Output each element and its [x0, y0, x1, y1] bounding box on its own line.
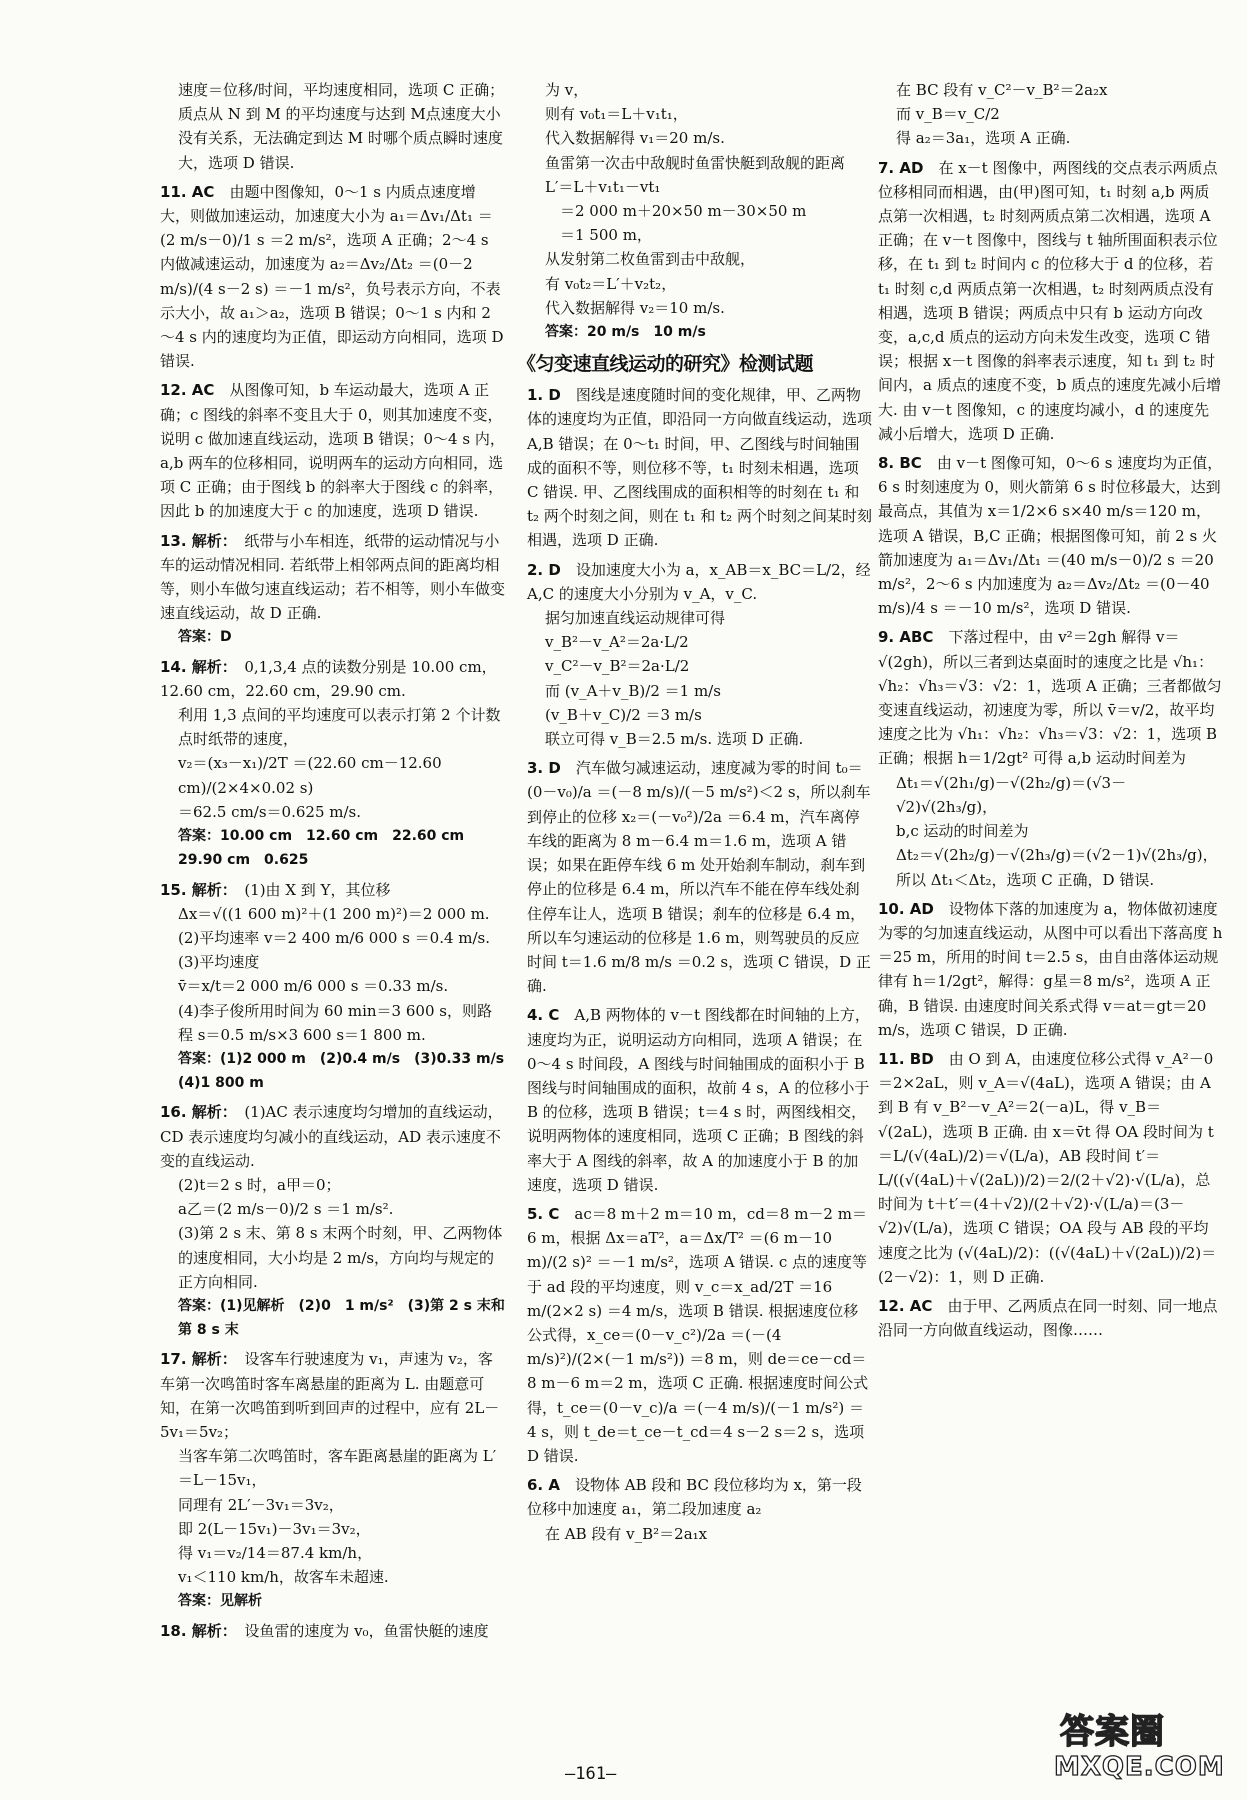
- question-item: [160, 1347, 505, 1444]
- question-item: [160, 529, 505, 626]
- question-text: (1)由 X 到 Y，其位移: [244, 880, 391, 899]
- column-left: [160, 78, 519, 1643]
- question-text: 图线是速度随时间的变化规律，甲、乙两物体的速度均为正值，即沿同一方向做直线运动，选项 A,B 错误；在 0～t₁ 时间，甲、乙图线与时间轴围成的面积不等，则位移不等，t₁ 时刻未相遇，选项 C 错误. 甲、乙图线围成的面积相等的时刻在 t₁ 和 t₂ 两个时刻之间，则在 t₁ 和 t₂ 两个时刻之间某时刻相遇，选项 D 正确.: [527, 386, 877, 550]
- text-line: Δt₂＝√(2h₂/g)－√(2h₃/g)＝(√2－1)√(2h₃/g)，: [896, 846, 1218, 865]
- question-number: 6. A: [527, 1476, 560, 1495]
- text-line: b,c 运动的时间差为: [896, 822, 1029, 841]
- question-text: 在 x－t 图像中，两图线的交点表示两质点位移相同而相遇，由(甲)图可知，t₁ 时刻 a,b 两质点第一次相遇，t₂ 时刻两质点第二次相遇，选项 A 正确；在 v－t 图像中，图线与 t 轴所围面积表示位移，在 t₁ 到 t₂ 时间内 c 的位移大于 d 的位移，若 t₁ 时刻 c,d 两质点第一次相遇，t₂ 时刻两质点没有相遇，选项 B 错误；两质点中只有 b 运动方向改变，a,c,d 质点的运动方向未发生改变，选项 C 错误；根据 x－t 图像的斜率表示速度，知 t₁ 到 t₂ 时间内，a 质点的速度不变，b 质点的速度先减小后增大. 由 v－t 图像知，c 的速度均减小，d 的速度先减小后增大，选项 D 正确.: [878, 158, 1222, 443]
- question-text: (1)AC 表示速度均匀增加的直线运动，CD 表示速度均匀减小的直线运动，AD 表示速度不变的直线运动.: [160, 1103, 503, 1170]
- watermark-logo-text: 答案圈: [1060, 1712, 1165, 1752]
- question-text: 设物体 AB 段和 BC 段位移均为 x，第一段位移中加速度 a₁，第二段加速度 a₂: [527, 1476, 862, 1519]
- text-line: 代入数据解得 v₁＝20 m/s.: [545, 129, 725, 148]
- text-line: Δt₁＝√(2h₁/g)－√(2h₂/g)＝(√3－√2)√(2h₃/g)，: [896, 773, 1127, 816]
- text-line: 有 v₀t₂＝L′＋v₂t₂，: [545, 274, 677, 293]
- text-line: 代入数据解得 v₂＝10 m/s.: [545, 298, 725, 317]
- text-line: v_B²－v_A²＝2a·L/2: [545, 633, 689, 652]
- question-text: 设客车行驶速度为 v₁，声速为 v₂，客车第一次鸣笛时客车离悬崖的距离为 L. 由题意可知，在第一次鸣笛到听到回声的过程中，应有 2L－5v₁＝5v₂；: [160, 1350, 500, 1441]
- text-line: 所以 Δt₁＜Δt₂，选项 C 正确，D 错误.: [896, 870, 1155, 889]
- question-number: 10. AD: [878, 899, 934, 918]
- text-line: 同理有 2L′－3v₁＝3v₂，: [178, 1495, 344, 1514]
- text-line: a乙＝(2 m/s－0)/2 s ＝1 m/s².: [178, 1200, 394, 1219]
- question-number: 16. 解析：: [160, 1103, 230, 1122]
- question-number: 15. 解析：: [160, 880, 230, 899]
- question-text: 下落过程中，由 v²＝2gh 解得 v＝√(2gh)，所以三者到达桌面时的速度之比是 √h₁：√h₂：√h₃＝√3：√2：1，选项 A 正确；三者都做匀变速直线运动，初速度为零，所以 v̄＝v/2，故平均速度之比为 √h₁：√h₂：√h₃＝√3：√2：1，选项 B 正确；根据 h＝1/2gt² 可得 a,b 运动时间差为: [878, 628, 1222, 768]
- question-text: A,B 两物体的 v－t 图线都在时间轴的上方，速度均为正，说明运动方向相同，选项 A 错误；在 0～4 s 时间段，A 图线与时间轴围成的面积小于 B 图线与时间轴围成的面积，故前 4 s，A 的位移小于 B 的位移，选项 B 错误；t＝4 s 时，两图线相交，说明两物体的速度相同，选项 C 正确；B 图线的斜率大于 A 图线的斜率，故 A 的加速度小于 B 的加速度，选项 D 错误.: [527, 1006, 875, 1194]
- watermark-url: MXQE.COM: [1054, 1752, 1225, 1782]
- text-line: v_C²－v_B²＝2a·L/2: [545, 657, 690, 676]
- text-line: (3)第 2 s 末、第 8 s 末两个时刻，甲、乙两物体的速度相同，大小均是 2 m/s，方向均与规定的正方向相同.: [178, 1224, 503, 1291]
- text-line: 得 a₂＝3a₁，选项 A 正确.: [896, 129, 1071, 148]
- question-number: 13. 解析：: [160, 531, 230, 550]
- text-line: 质点从 N 到 M 的平均速度与达到 M点速度大小没有关系，无法确定到达 M 时哪个质点瞬时速度大，选项 D 错误.: [178, 105, 503, 172]
- text-line: 在 BC 段有 v_C²－v_B²＝2a₂x: [896, 81, 1108, 99]
- text-line: 从发射第二枚鱼雷到击中敌舰，: [545, 250, 756, 269]
- question-item: [160, 1100, 505, 1173]
- text-line: 鱼雷第一次击中敌舰时鱼雷快艇到敌舰的距离: [545, 153, 846, 172]
- text-line: 联立可得 v_B＝2.5 m/s. 选项 D 正确.: [545, 730, 804, 749]
- question-item: [878, 156, 1223, 446]
- question-item: [878, 1294, 1223, 1342]
- question-number: 17. 解析：: [160, 1350, 230, 1369]
- column-right: [878, 78, 1223, 1342]
- answer-line: 答案：D: [178, 629, 232, 646]
- answer-line: 答案：10.00 cm 12.60 cm 22.60 cm 29.90 cm 0.625: [178, 828, 479, 869]
- question-text: 0,1,3,4 点的读数分别是 10.00 cm，12.60 cm，22.60 cm，29.90 cm.: [160, 657, 497, 700]
- text-line: 利用 1,3 点间的平均速度可以表示打第 2 个计数点时纸带的速度，: [178, 706, 501, 749]
- question-number: 4. C: [527, 1006, 560, 1025]
- text-line: ＝62.5 cm/s＝0.625 m/s.: [178, 802, 361, 821]
- section-heading: 《匀变速直线运动的研究》检测试题: [517, 353, 814, 376]
- answer-line: 答案：见解析: [178, 1593, 262, 1610]
- question-item: [527, 756, 872, 998]
- question-text: 设物体下落的加速度为 a，物体做初速度为零的匀加速直线运动，从图中可以看出下落高度 h＝25 m，所用的时间 t＝2.5 s，由自由落体运动规律有 h＝1/2gt²，解得：g星＝8 m/s²，选项 A 正确，B 错误. 由速度时间关系式得 v＝at＝gt＝20 m/s，选项 C 错误，D 正确.: [878, 899, 1223, 1039]
- question-number: 11. AC: [160, 182, 215, 201]
- answer-line: 答案：(1)2 000 m (2)0.4 m/s (3)0.33 m/s (4)1 800 m: [178, 1050, 519, 1092]
- page-number: —161—: [565, 1764, 617, 1784]
- text-line: 得 v₁＝v₂/14＝87.4 km/h，: [178, 1543, 373, 1562]
- text-line: 据匀加速直线运动规律可得: [545, 609, 726, 628]
- question-text: 从图像可知，b 车运动最大，选项 A 正确；c 图线的斜率不变且大于 0，则其加速度不变，说明 c 做加速直线运动，选项 B 错误；0～4 s 内，a,b 两车的位移相同，说明两车的运动方向相同，选项 C 正确；由于图线 b 的斜率大于图线 c 的斜率，因此 b 的加速度大于 c 的加速度，选项 D 错误.: [160, 381, 505, 521]
- question-number: 5. C: [527, 1204, 560, 1223]
- question-number: 2. D: [527, 560, 561, 579]
- question-number: 1. D: [527, 386, 561, 405]
- question-item: [878, 1047, 1223, 1289]
- text-line: 即 2(L－15v₁)－3v₁＝3v₂，: [178, 1519, 371, 1538]
- question-text: 由 v－t 图像可知，0～6 s 速度均为正值，6 s 时刻速度为 0，则火箭第 6 s 时位移最大，达到最高点，其值为 x＝1/2×6 s×40 m/s＝120 m，选项 A 错误，B,C 正确；根据图像可知，前 2 s 火箭加速度为 a₁＝Δv₁/Δt₁ ＝(40 m/s－0)/2 s ＝20 m/s²，2～6 s 内加速度为 a₂＝Δv₂/Δt₂ ＝(0－40 m/s)/4 s ＝－10 m/s²，选项 D 错误.: [878, 454, 1223, 618]
- question-text: 纸带与小车相连，纸带的运动情况与小车的运动情况相同. 若纸带上相邻两点间的距离均相等，则小车做匀速直线运动；若不相等，则小车做变速直线运动，故 D 正确.: [160, 531, 506, 623]
- question-number: 7. AD: [878, 158, 924, 177]
- text-line: (3)平均速度: [178, 953, 260, 972]
- text-line: ＝1 500 m，: [545, 226, 652, 245]
- question-number: 18. 解析：: [160, 1621, 230, 1640]
- question-text: ac＝8 m＋2 m＝10 m，cd＝8 m－2 m＝6 m，根据 Δx＝aT²，a＝Δx/T² ＝(6 m－10 m)/(2 s)² ＝－1 m/s²，选项 A 错误. c 点的速度等于 ad 段的平均速度，则 v_c＝x_ad/2T ＝16 m/(2×2 s) ＝4 m/s，选项 B 错误. 根据速度位移公式得，x_ce＝(0－v_c²)/2a ＝(－(4 m/s)²)/(2×(－1 m/s²)) ＝8 m，则 de＝ce－cd＝8 m－6 m＝2 m，选项 C 正确. 根据速度时间公式得，t_ce＝(0－v_c)/a ＝(－4 m/s)/(－1 m/s²) ＝4 s，则 t_de＝t_ce－t_cd＝4 s－2 s＝2 s，选项 D 错误.: [527, 1204, 869, 1465]
- text-line: 而 (v_A＋v_B)/2 ＝1 m/s: [545, 681, 721, 700]
- question-number: 12. AC: [878, 1296, 933, 1315]
- question-text: 由于甲、乙两质点在同一时刻、同一地点沿同一方向做直线运动，图像……: [878, 1296, 1218, 1340]
- question-number: 11. BD: [878, 1049, 934, 1068]
- question-item: [160, 180, 509, 374]
- text-line: v₂＝(x₃－x₁)/2T ＝(22.60 cm－12.60 cm)/(2×4×0.02 s): [178, 754, 447, 797]
- question-item: [527, 1003, 875, 1197]
- question-item: [527, 1202, 872, 1468]
- question-item: [878, 451, 1223, 620]
- answer-line: 答案：(1)见解析 (2)0 1 m/s² (3)第 2 s 末和第 8 s 末: [178, 1297, 505, 1339]
- question-item: [160, 1619, 505, 1643]
- question-text: 设鱼雷的速度为 v₀，鱼雷快艇的速度: [244, 1621, 489, 1640]
- answer-line: 答案：20 m/s 10 m/s: [545, 324, 706, 341]
- text-line: 则有 v₀t₁＝L＋v₁t₁，: [545, 105, 688, 124]
- text-line: Δx＝√((1 600 m)²＋(1 200 m)²)＝2 000 m.: [178, 904, 490, 923]
- text-line: ＝2 000 m＋20×50 m－30×50 m: [545, 202, 807, 221]
- text-line: (2)平均速率 v＝2 400 m/6 000 s ＝0.4 m/s.: [178, 928, 491, 947]
- text-line: (2)t＝2 s 时，a甲＝0；: [178, 1175, 341, 1194]
- question-item: [527, 1473, 872, 1521]
- question-item: [878, 897, 1223, 1042]
- text-line: (v_B＋v_C)/2 ＝3 m/s: [545, 705, 702, 724]
- question-number: 12. AC: [160, 381, 215, 400]
- question-text: 由 O 到 A，由速度位移公式得 v_A²－0＝2×2aL，则 v_A＝√(4aL)，选项 A 错误；由 A 到 B 有 v_B²－v_A²＝2(－a)L，得 v_B＝√(2aL)，选项 B 正确. 由 x＝v̄t 得 OA 段时间为 t＝L/(√(4aL)/2)＝√(L/a)，AB 段时间 t′＝L/((√(4aL)＋√(2aL))/2)＝2/(2＋√2)·√(L/a)，总时间为 t＋t′＝(4＋√2)/(2＋√2)·√(L/a)＝(3－√2)√(L/a)，选项 C 错误；OA 段与 AB 段的平均速度之比为 (√(4aL)/2)：((√(4aL)＋√(2aL))/2)＝(2－√2)：1，则 D 正确.: [878, 1049, 1217, 1286]
- text-line: 为 v，: [545, 81, 589, 99]
- text-line: (4)李子俊所用时间为 60 min＝3 600 s，则路程 s＝0.5 m/s×3 600 s＝1 800 m.: [178, 1001, 492, 1044]
- question-item: [878, 625, 1223, 770]
- question-item: [527, 558, 876, 606]
- question-number: 3. D: [527, 759, 561, 778]
- question-item: [160, 878, 505, 902]
- text-line: 在 AB 段有 v_B²＝2a₁x: [545, 1524, 708, 1543]
- text-line: L′＝L＋v₁t₁－vt₁: [545, 177, 661, 196]
- question-number: 9. ABC: [878, 628, 934, 647]
- watermark-logo: [1040, 1700, 1230, 1792]
- column-middle: [517, 78, 877, 1546]
- question-number: 8. BC: [878, 454, 922, 473]
- text-line: 当客车第二次鸣笛时，客车距离悬崖的距离为 L′＝L－15v₁，: [178, 1447, 497, 1490]
- question-item: [160, 655, 505, 703]
- text-line: v₁＜110 km/h，故客车未超速.: [178, 1568, 389, 1587]
- question-number: 14. 解析：: [160, 657, 230, 676]
- question-text: 设加速度大小为 a，x_AB＝x_BC＝L/2，经 A,C 的速度大小分别为 v_A，v_C.: [527, 560, 876, 603]
- text-line: 速度＝位移/时间，平均速度相同，选项 C 正确；: [178, 81, 505, 99]
- question-text: 汽车做匀减速运动，速度减为零的时间 t₀＝(0－v₀)/a ＝(－8 m/s)/(－5 m/s²)＜2 s，所以刹车到停止的位移 x₂＝(－v₀²)/2a ＝6.4 m，汽车离停车线的距离为 8 m－6.4 m＝1.6 m，选项 A 错误；如果在距停车线 6 m 处开始刹车制动，刹车到停止的位移是 6.4 m，所以汽车不能在停车线处刹住停车让人，选项 B 错误；刹车的位移是 6.4 m，所以车匀速运动的位移是 1.6 m，则驾驶员的反应时间 t＝1.6 m/8 m/s ＝0.2 s，选项 C 错误，D 正确.: [527, 759, 871, 996]
- text-line: 而 v_B＝v_C/2: [896, 105, 1000, 124]
- question-item: [527, 383, 877, 552]
- question-item: [160, 378, 505, 523]
- question-text: 由题中图像知，0～1 s 内质点速度增大，则做加速运动，加速度大小为 a₁＝Δv₁/Δt₁ ＝(2 m/s－0)/1 s ＝2 m/s²，选项 A 正确；2～4 s 内做减速运动，加速度为 a₂＝Δv₂/Δt₂ ＝(0－2 m/s)/(4 s－2 s) ＝－1 m/s²，负号表示方向，不表示大小，故 a₁＞a₂，选项 B 错误；0～1 s 内和 2～4 s 内的速度均为正值，即运动方向相同，选项 D 错误.: [160, 182, 509, 371]
- text-line: v̄＝x/t＝2 000 m/6 000 s ＝0.33 m/s.: [178, 977, 449, 996]
